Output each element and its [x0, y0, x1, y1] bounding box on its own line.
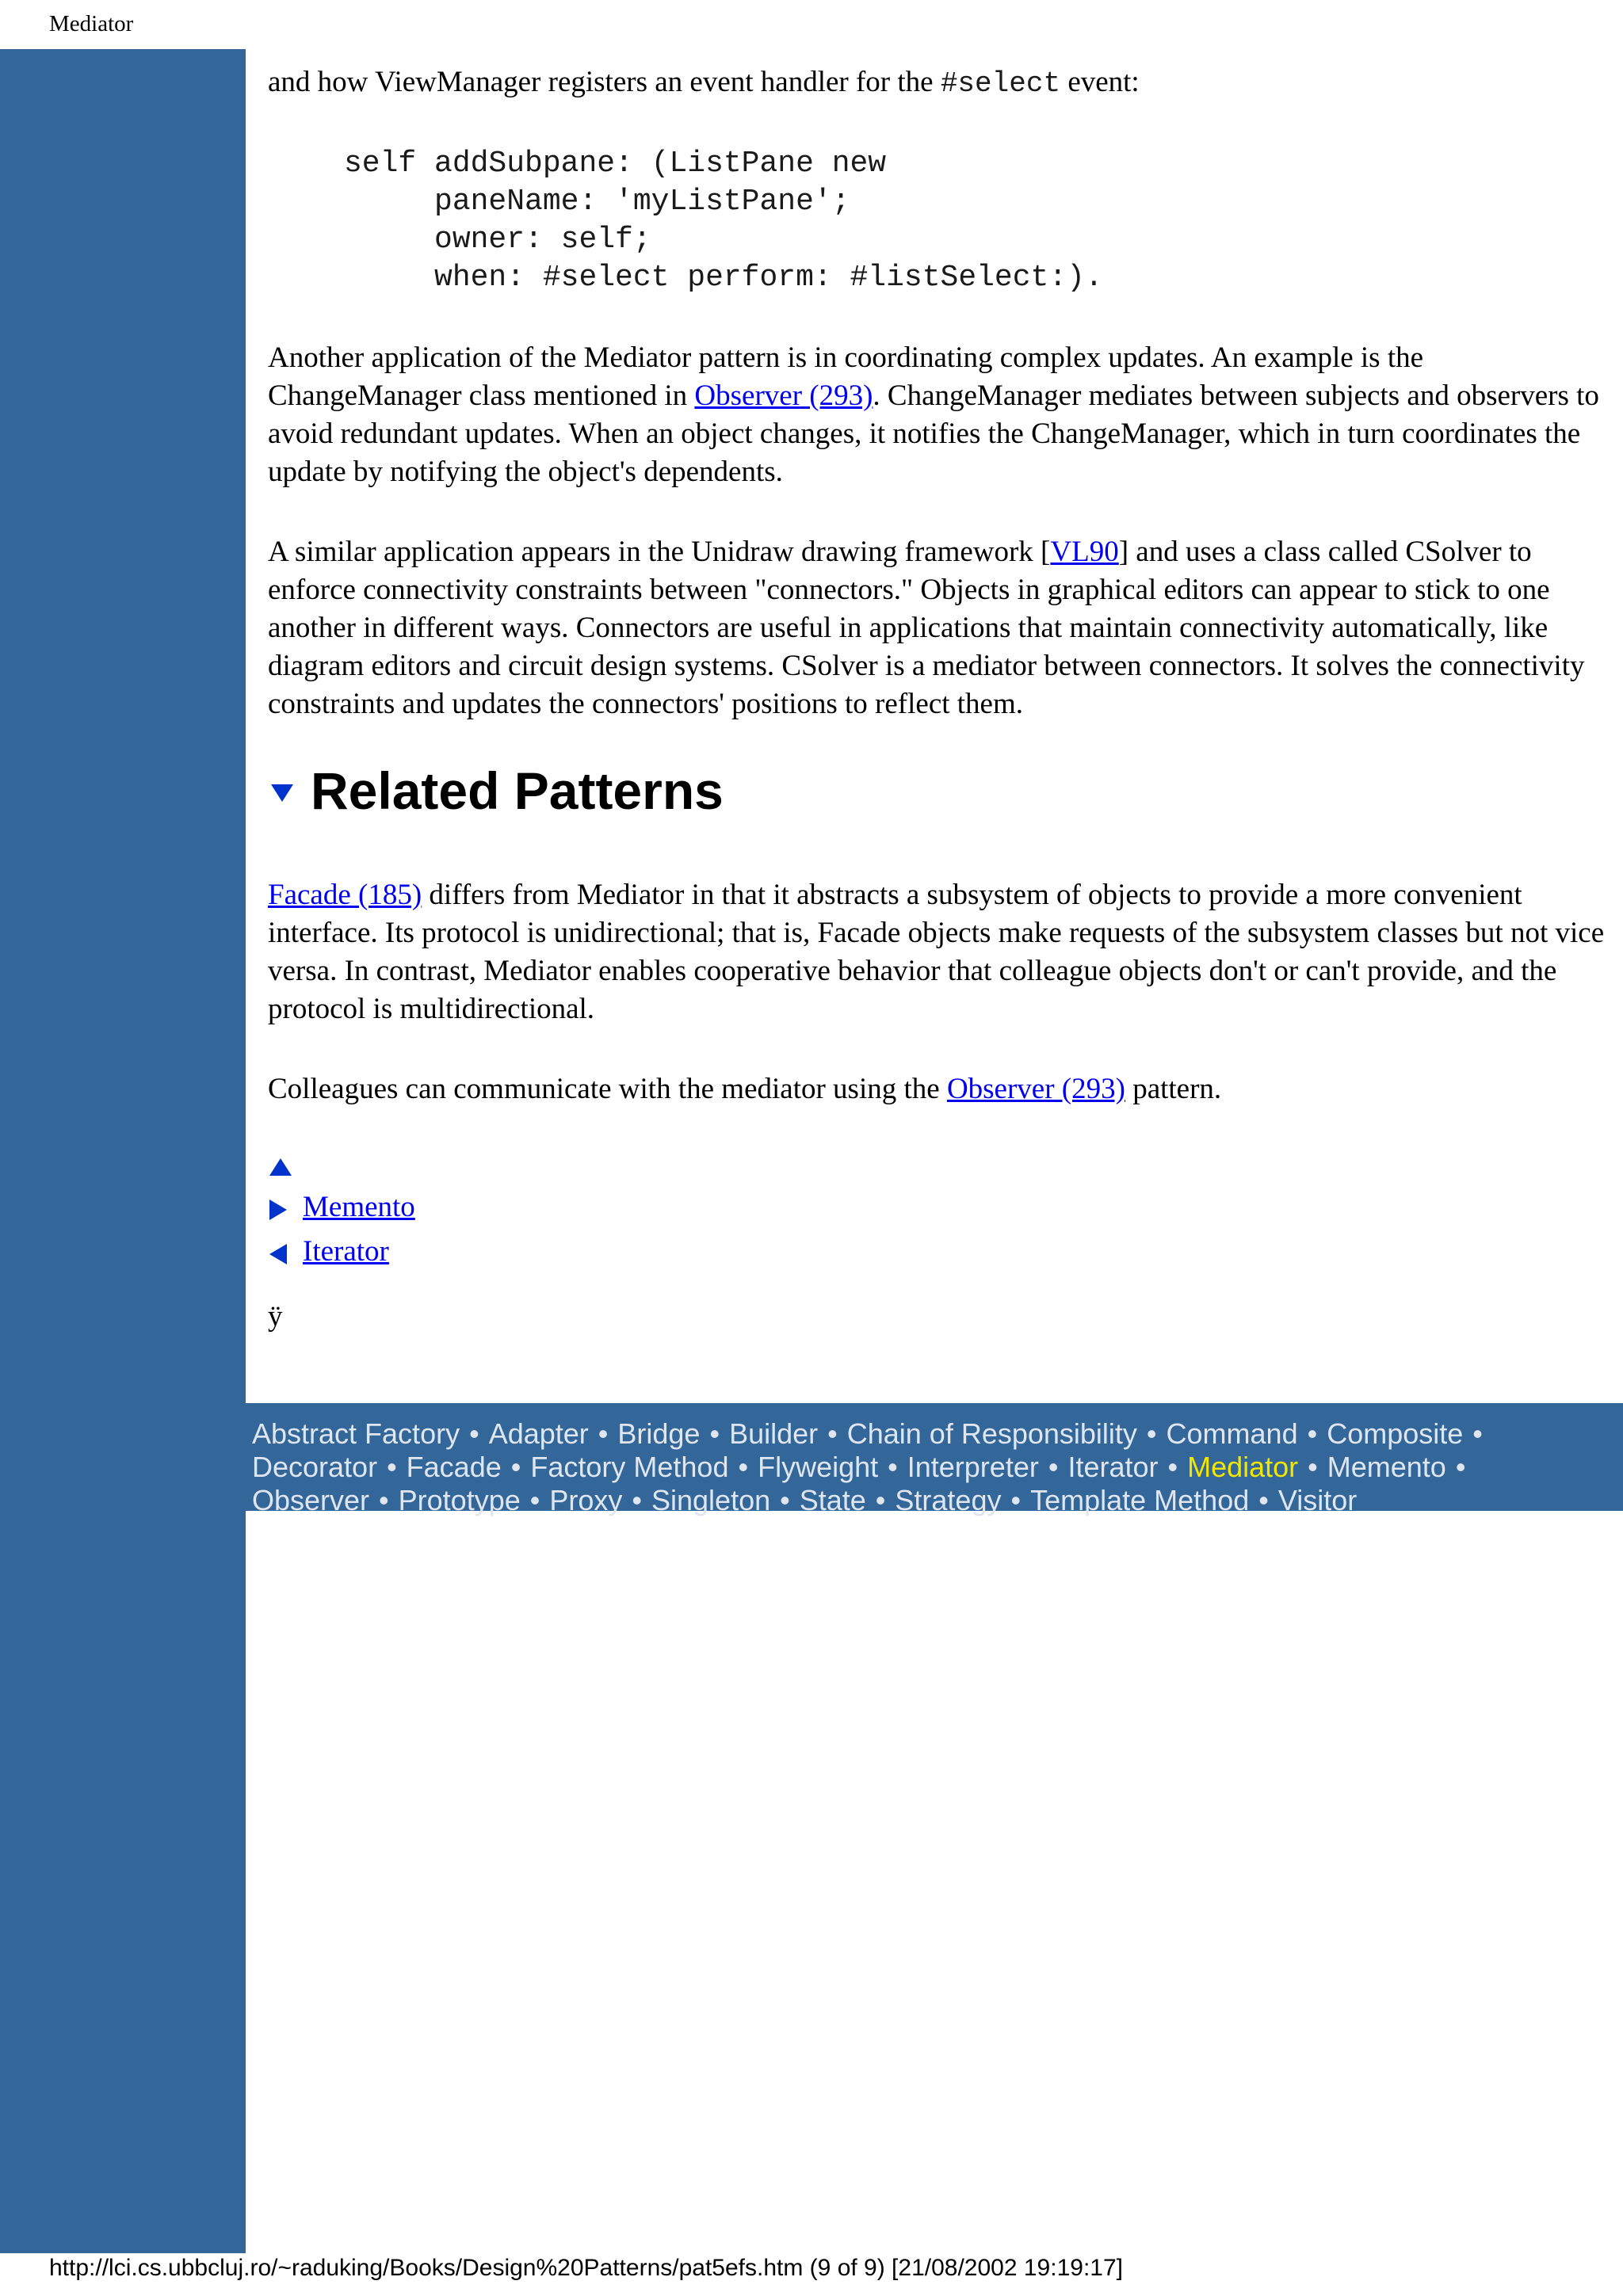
section-title: Related Patterns [311, 761, 724, 820]
pattern-line [252, 1417, 1623, 1451]
bullet-separator: • [709, 1417, 720, 1450]
code-block: self addSubpane: (ListPane new paneName: 'myListPane'; owner: self; when: #select perform: #listSelect:). [344, 147, 1103, 295]
pattern-link-command[interactable]: Command [1166, 1417, 1298, 1450]
bullet-separator: • [510, 1451, 521, 1483]
intro-paragraph: and how ViewManager registers an event handler for the #select event: [268, 66, 1140, 100]
nav-row-next [268, 1188, 1607, 1233]
pattern-link-chain-of-responsibility[interactable]: Chain of Responsibility [846, 1417, 1137, 1450]
bullet-separator: • [1307, 1417, 1318, 1450]
bullet-separator: • [379, 1484, 389, 1516]
pattern-link-flyweight[interactable]: Flyweight [758, 1451, 879, 1483]
pattern-link-visitor[interactable]: Visitor [1277, 1484, 1358, 1516]
pattern-link-iterator[interactable]: Iterator [1067, 1451, 1159, 1483]
pattern-line [252, 1484, 1623, 1517]
next-arrow-icon[interactable] [269, 1199, 287, 1220]
sidebar [0, 49, 246, 2253]
bullet-separator: • [529, 1484, 540, 1516]
changemanager-paragraph: Another application of the Mediator pattern is in coordinating complex updates. An example is the ChangeManager class mentioned in Observer (293). ChangeManager mediates between subjects and observers to avoid redundant updates. When an object changes, it notifies the ChangeManager, which in turn coordinates the update by notifying the object's dependents. [268, 341, 1599, 488]
bullet-separator: • [1258, 1484, 1269, 1516]
collapse-triangle-icon[interactable] [271, 784, 293, 802]
prev-arrow-icon[interactable] [269, 1244, 287, 1264]
nav-links [268, 1144, 1607, 1277]
pattern-link-facade[interactable]: Facade [406, 1451, 502, 1483]
bullet-separator: • [888, 1451, 898, 1483]
pattern-link-interpreter[interactable]: Interpreter [907, 1451, 1039, 1483]
observer-pattern-link[interactable]: Observer (293) [946, 1073, 1125, 1105]
pattern-link-template-method[interactable]: Template Method [1030, 1484, 1250, 1516]
bullet-separator: • [1010, 1484, 1022, 1516]
bullet-separator: • [1048, 1451, 1059, 1483]
pattern-link-decorator[interactable]: Decorator [252, 1451, 378, 1483]
pattern-link-composite[interactable]: Composite [1327, 1417, 1464, 1450]
colleagues-paragraph: Colleagues can communicate with the mediator using the Observer (293) pattern. [268, 1073, 1222, 1105]
pattern-link-adapter[interactable]: Adapter [488, 1417, 589, 1450]
pattern-link-factory-method[interactable]: Factory Method [530, 1451, 729, 1483]
pattern-link-proxy[interactable]: Proxy [549, 1484, 623, 1516]
facade-link[interactable]: Facade (185) [268, 879, 422, 911]
pattern-link-prototype[interactable]: Prototype [398, 1484, 521, 1516]
page-title: Mediator [49, 11, 134, 36]
unidraw-paragraph: A similar application appears in the Unidraw drawing framework [VL90] and uses a class called CSolver to enforce connectivity constraints between "connectors." Objects in graphical editors can appear to stick to one another in different ways. Connectors are useful in applications that maintain connectivity automatically, like diagram editors and circuit design systems. CSolver is a mediator between connectors. It solves the connectivity constraints and updates the connectors' positions to reflect them. [268, 536, 1585, 720]
pattern-link-abstract-factory[interactable]: Abstract Factory [252, 1417, 460, 1450]
bullet-separator: • [469, 1417, 479, 1450]
vl90-citation-link[interactable]: VL90 [1050, 536, 1119, 568]
pattern-link-strategy[interactable]: Strategy [895, 1484, 1002, 1516]
bullet-separator: • [632, 1484, 642, 1516]
bullet-separator: • [387, 1451, 397, 1483]
bullet-separator: • [1167, 1451, 1178, 1483]
bullet-separator: • [1472, 1417, 1483, 1450]
pattern-link-state[interactable]: State [799, 1484, 866, 1516]
bullet-separator: • [1308, 1451, 1318, 1483]
bullet-separator: • [598, 1417, 609, 1450]
pattern-navigation-bar [246, 1403, 1623, 1516]
up-arrow-icon[interactable] [269, 1158, 292, 1176]
facade-paragraph: Facade (185) differs from Mediator in that it abstracts a subsystem of objects to provide a more convenient interface. Its protocol is unidirectional; that is, Facade objects make requests of the subsystem classes but not vice versa. In contrast, Mediator enables cooperative behavior that colleague objects don't or can't provide, and the protocol is multidirectional. [268, 879, 1605, 1025]
bullet-separator: • [1146, 1417, 1157, 1450]
related-patterns-heading [268, 762, 1607, 826]
prev-pattern-link[interactable]: Iterator [303, 1235, 389, 1268]
pattern-line [252, 1451, 1623, 1484]
bullet-separator: • [738, 1451, 749, 1483]
pattern-link-memento[interactable]: Memento [1327, 1451, 1446, 1483]
nav-row-top [268, 1144, 1607, 1188]
pattern-link-bridge[interactable]: Bridge [617, 1417, 701, 1450]
observer-link[interactable]: Observer (293) [694, 379, 873, 412]
nav-row-prev [268, 1233, 1607, 1277]
stray-character: ÿ [268, 1300, 283, 1333]
pattern-link-observer[interactable]: Observer [252, 1484, 370, 1516]
bullet-separator: • [1455, 1451, 1466, 1483]
next-pattern-link[interactable]: Memento [303, 1191, 415, 1223]
pattern-link-mediator[interactable]: Mediator [1187, 1451, 1299, 1483]
pattern-link-singleton[interactable]: Singleton [651, 1484, 771, 1516]
pattern-link-builder[interactable]: Builder [729, 1417, 819, 1450]
bullet-separator: • [827, 1417, 838, 1450]
page-footer-url: http://lci.cs.ubbcluj.ro/~raduking/Books/Design%20Patterns/pat5efs.htm (9 of 9) [21/08/2002 19:19:17] [49, 2255, 1123, 2281]
main-content [268, 63, 1607, 1336]
inline-code: #select [940, 67, 1061, 100]
bullet-separator: • [875, 1484, 886, 1516]
bullet-separator: • [780, 1484, 790, 1516]
